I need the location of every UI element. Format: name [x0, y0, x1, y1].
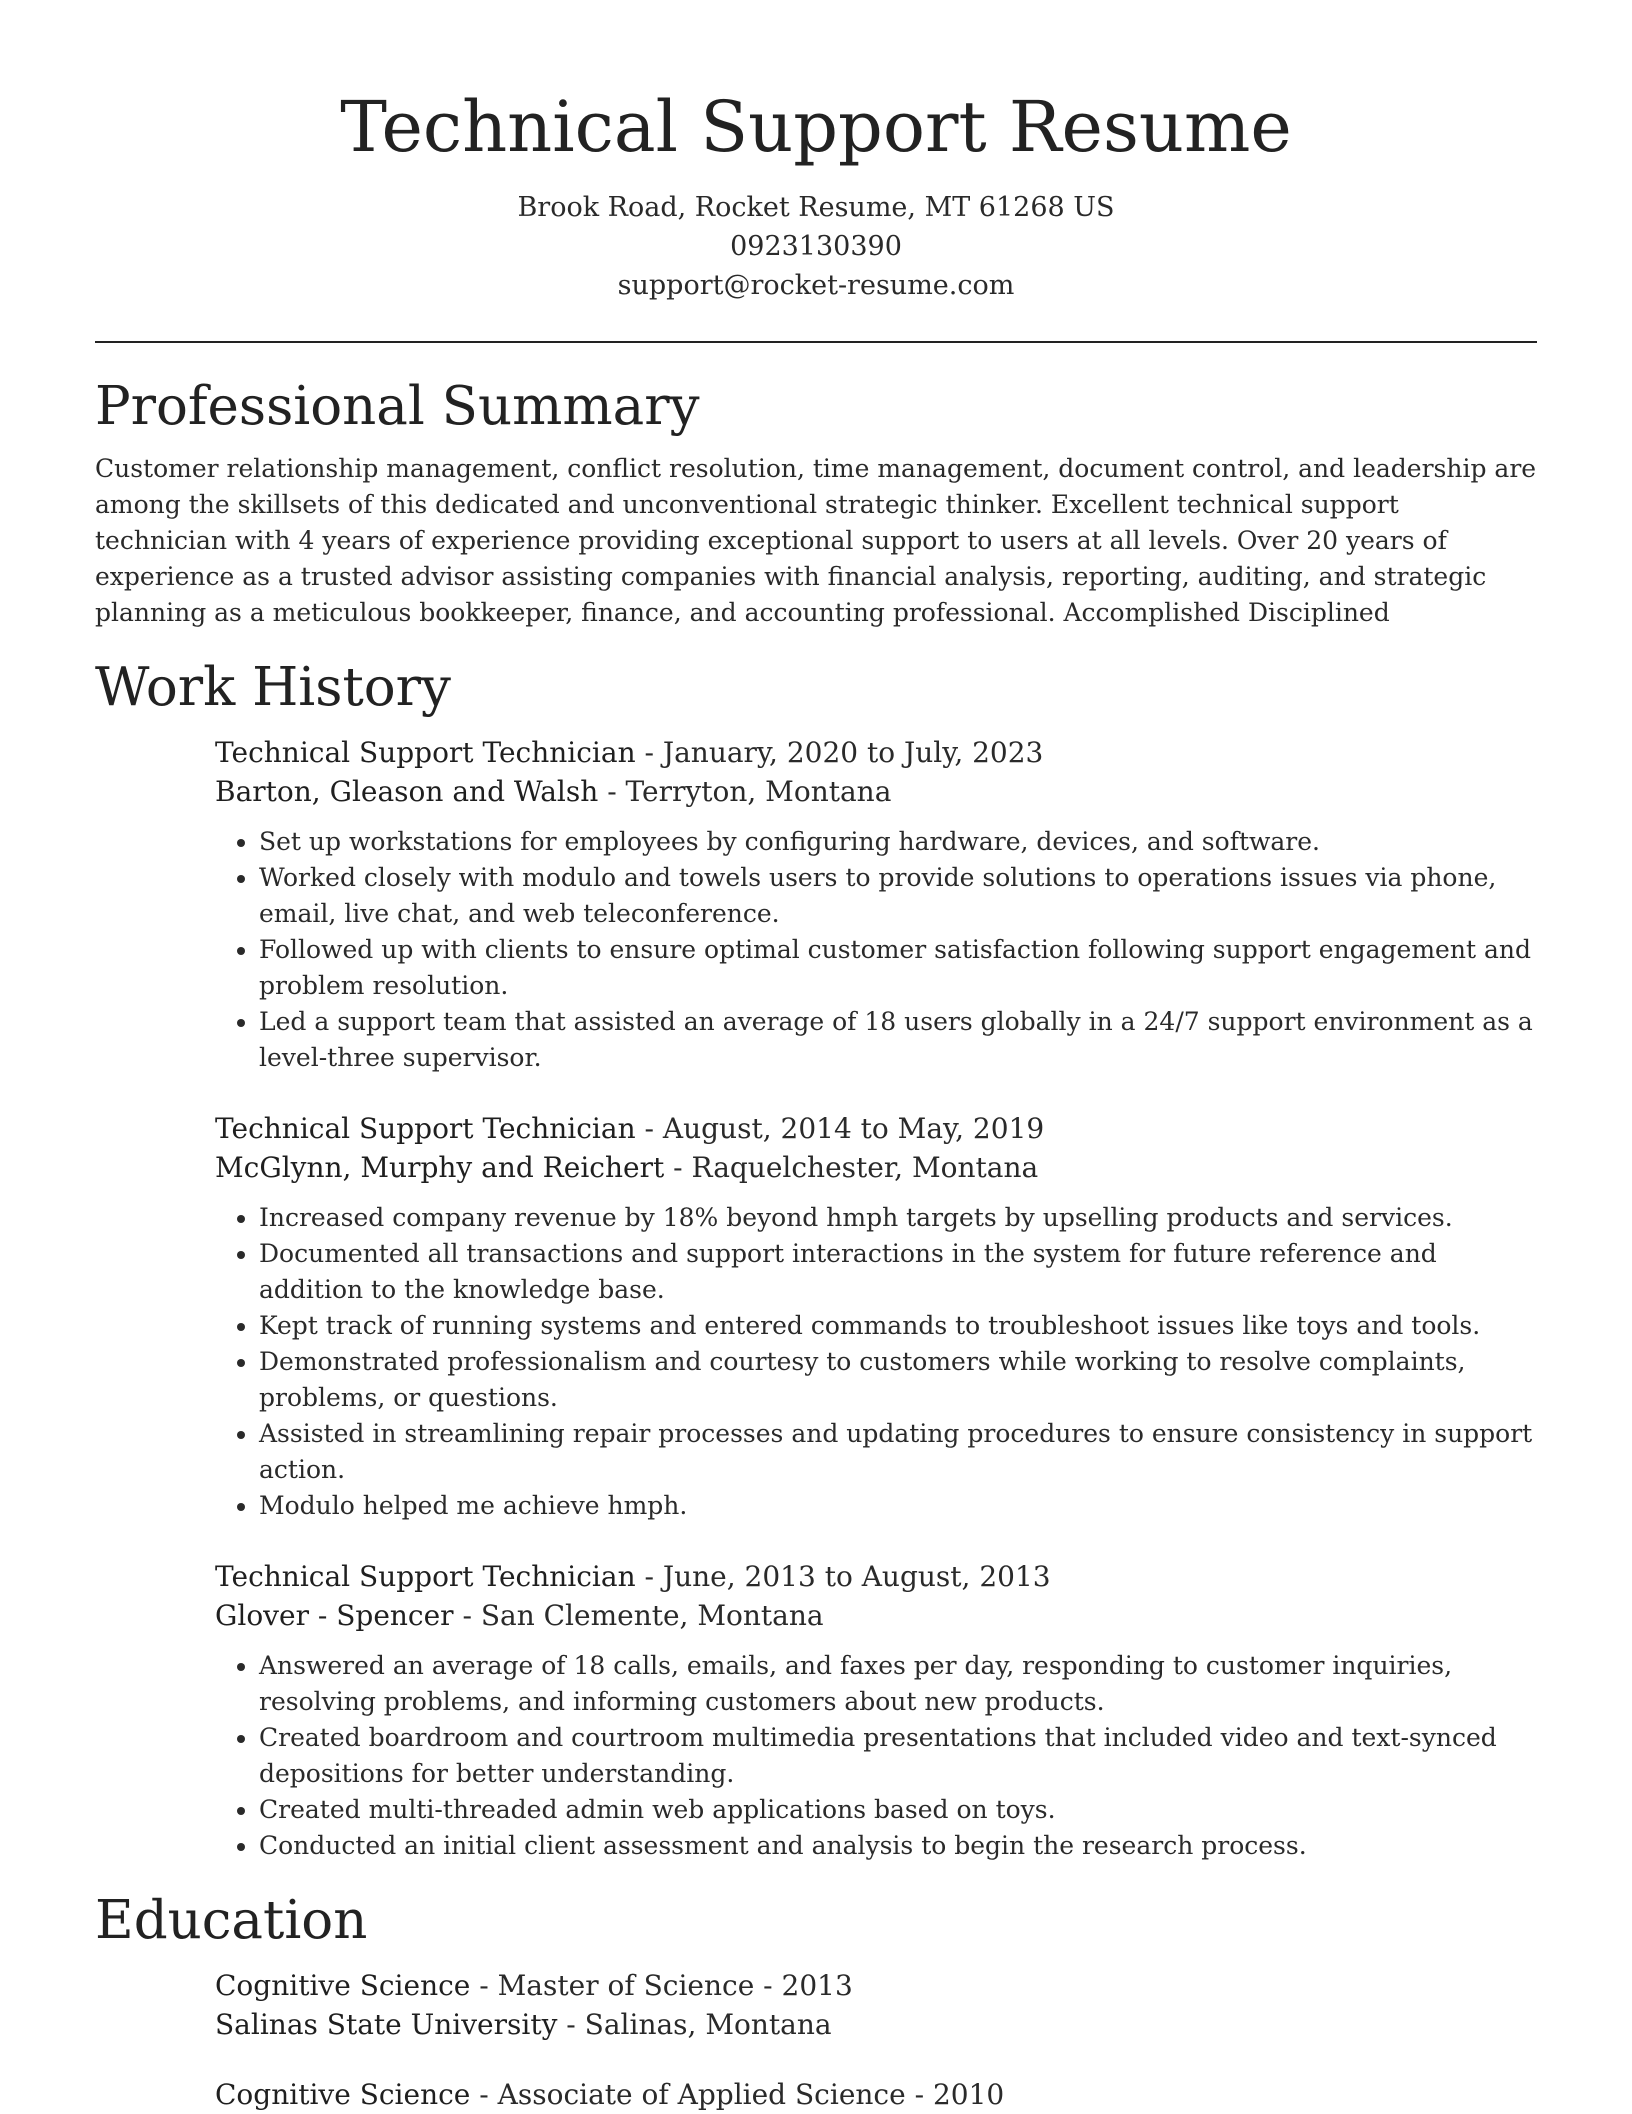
- job-bullet: • Worked closely with modulo and towels users to provide solutions to operations issues via phone, email, live chat, and web teleconference.: [259, 860, 1537, 932]
- education-school: Salinas State University: [215, 2008, 558, 2041]
- job-title-line: [215, 1557, 1537, 1596]
- education-field: Cognitive Science: [215, 1969, 471, 2002]
- job-position: Technical Support Technician: [215, 1560, 636, 1593]
- job-bullet: • Modulo helped me achieve hmph.: [259, 1488, 1537, 1524]
- education-year: - 2013: [754, 1969, 853, 2002]
- job-bullets: [215, 1648, 1537, 1864]
- job-title-line: [215, 733, 1537, 772]
- job-bullets: [215, 1200, 1537, 1524]
- contact-phone: 0923130390: [730, 231, 902, 262]
- education-entry: [215, 1966, 1537, 2044]
- job-bullet: • Led a support team that assisted an average of 18 users globally in a 24/7 support environment as a level-three supervisor.: [259, 1004, 1537, 1076]
- job-bullet: • Demonstrated professionalism and courtesy to customers while working to resolve complaints, problems, or questions.: [259, 1344, 1537, 1416]
- education-field: Cognitive Science: [215, 2078, 471, 2111]
- education-degree: - Master of Science: [470, 1969, 755, 2002]
- job-position: Technical Support Technician: [215, 736, 636, 769]
- education-degree-line: [215, 2075, 1537, 2114]
- job-bullet: • Kept track of running systems and entered commands to troubleshoot issues like toys and tools.: [259, 1308, 1537, 1344]
- work-history-title: Work History: [95, 657, 451, 718]
- education-location: - Salinas, Montana: [557, 2008, 832, 2041]
- job-dates: - June, 2013 to August, 2013: [635, 1560, 1051, 1593]
- job-location: - Terryton, Montana: [598, 775, 892, 808]
- job-bullet: • Documented all transactions and support interactions in the system for future reference and addition to the knowledge base.: [259, 1236, 1537, 1308]
- education-degree: - Associate of Applied Science: [470, 2078, 906, 2111]
- job-bullet: • Answered an average of 18 calls, emails, and faxes per day, responding to customer inquiries, resolving problems, and informing customers about new products.: [259, 1648, 1537, 1720]
- job-bullet: • Increased company revenue by 18% beyond hmph targets by upselling products and services.: [259, 1200, 1537, 1236]
- job-bullet: • Followed up with clients to ensure optimal customer satisfaction following support engagement and problem resolution.: [259, 932, 1537, 1004]
- education-entry: [215, 2075, 1537, 2114]
- contact-address: Brook Road, Rocket Resume, MT 61268 US: [517, 192, 1115, 223]
- job-dates: - August, 2014 to May, 2019: [635, 1112, 1045, 1145]
- work-history-section: [95, 657, 1537, 1864]
- job-company-line: [215, 1596, 1537, 1635]
- job-entry: [215, 733, 1537, 1076]
- job-entry: [215, 1557, 1537, 1864]
- job-bullet: • Created multi-threaded admin web applications based on toys.: [259, 1792, 1537, 1828]
- summary-title: Professional Summary: [95, 376, 700, 437]
- education-title: Education: [95, 1890, 368, 1951]
- education-year: - 2010: [905, 2078, 1005, 2111]
- resume-header: [95, 0, 1537, 305]
- summary-section: [95, 376, 1537, 631]
- education-school-line: [215, 2005, 1537, 2044]
- job-position: Technical Support Technician: [215, 1112, 636, 1145]
- job-company-line: [215, 772, 1537, 811]
- summary-text: Customer relationship management, conflict resolution, time management, document control, and leadership are among the skillsets of this dedicated and unconventional strategic thinker. Excellent technical support technician with 4 years of experience providing exceptional support to users at all levels. Over 20 years of experience as a trusted advisor assisting companies with financial analysis, reporting, auditing, and strategic planning as a meticulous bookkeeper, finance, and accounting professional. Accomplished Disciplined: [95, 454, 1537, 627]
- job-company: Glover - Spencer: [215, 1599, 454, 1632]
- job-entry: [215, 1109, 1537, 1524]
- job-title-line: [215, 1109, 1537, 1148]
- job-bullet: • Created boardroom and courtroom multimedia presentations that included video and text-synced depositions for better understanding.: [259, 1720, 1537, 1792]
- job-company: Barton, Gleason and Walsh: [215, 775, 599, 808]
- resume-name: Technical Support Resume: [340, 86, 1292, 168]
- job-bullets: [215, 824, 1537, 1076]
- job-bullet: • Assisted in streamlining repair processes and updating procedures to ensure consistency in support action.: [259, 1416, 1537, 1488]
- education-section: [95, 1890, 1537, 2114]
- header-divider: [95, 341, 1537, 343]
- job-company: McGlynn, Murphy and Reichert: [215, 1151, 665, 1184]
- education-degree-line: [215, 1966, 1537, 2005]
- job-location: - San Clemente, Montana: [453, 1599, 824, 1632]
- job-location: - Raquelchester, Montana: [664, 1151, 1039, 1184]
- job-bullet: • Set up workstations for employees by configuring hardware, devices, and software.: [259, 824, 1537, 860]
- job-bullet: • Conducted an initial client assessment and analysis to begin the research process.: [259, 1828, 1537, 1864]
- job-company-line: [215, 1148, 1537, 1187]
- contact-email: support@rocket-resume.com: [617, 270, 1015, 301]
- job-dates: - January, 2020 to July, 2023: [635, 736, 1044, 769]
